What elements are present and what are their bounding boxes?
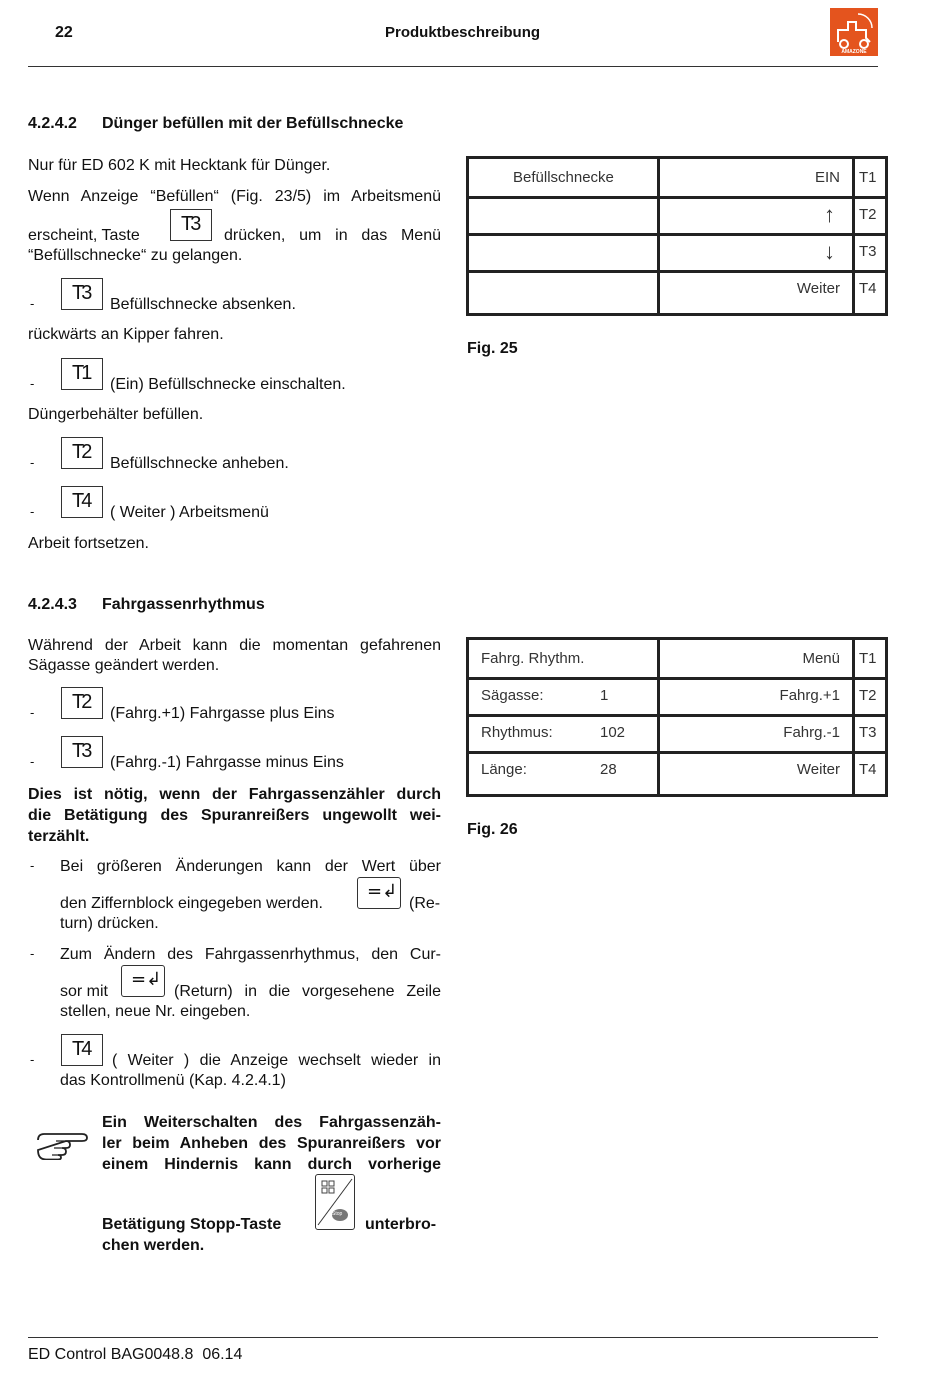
header-rule (28, 66, 878, 67)
bullet-text: Bei größeren Änderungen kann der Wert über (60, 858, 441, 875)
key-label: T2 (72, 441, 90, 463)
footer-text: ED Control BAG0048.8 06.14 (28, 1346, 243, 1363)
section-number: 4.2.4.2 (28, 115, 77, 132)
section-number: 4.2.4.3 (28, 596, 77, 613)
paragraph: rückwärts an Kipper fahren. (28, 326, 224, 343)
display-row (469, 677, 885, 717)
return-symbol: =↲ (131, 969, 162, 990)
bullet-dash: - (30, 754, 35, 769)
row-function: Weiter (796, 280, 840, 297)
paragraph: erscheint, Taste (28, 227, 140, 244)
note-text: Ein Weiterschalten des Fahrgassenzäh- (102, 1114, 441, 1131)
note-text: chen werden. (102, 1237, 205, 1254)
arrow-up-icon: ↑ (824, 202, 835, 227)
key-t2 (61, 437, 103, 469)
return-key-icon (357, 877, 401, 909)
section-heading: Dünger befüllen mit der Befüllschnecke (102, 115, 404, 132)
key-t2 (61, 687, 103, 719)
row-key: T1 (859, 169, 877, 186)
figure-caption: Fig. 26 (467, 821, 518, 838)
key-t3 (61, 736, 103, 768)
row-key: T2 (859, 206, 877, 223)
step-text: Befüllschnecke absenken. (110, 296, 296, 313)
note-text: Betätigung Stopp-Taste (102, 1216, 282, 1233)
row-function: Fahrg.+1 (779, 687, 840, 704)
key-label: T3 (72, 282, 90, 304)
paragraph: Sägasse geändert werden. (28, 657, 220, 674)
bullet-text: Zum Ändern des Fahrgassenrhythmus, den Cur- (60, 946, 441, 963)
display-row (469, 270, 885, 307)
bullet-text: ( Weiter ) die Anzeige wechselt wieder in (112, 1052, 441, 1069)
key-t4 (61, 486, 103, 518)
logo-text: AMAZONE (841, 49, 867, 55)
key-t3 (61, 278, 103, 310)
paragraph: drücken, um in das Menü (224, 227, 441, 244)
bullet-dash: - (30, 705, 35, 720)
key-label: T2 (72, 691, 90, 713)
key-t3-inline (170, 209, 212, 241)
key-t4 (61, 1034, 103, 1066)
step-text: (Ein) Befüllschnecke einschalten. (110, 376, 346, 393)
bullet-dash: - (30, 504, 35, 519)
display-row (469, 714, 885, 754)
fig26-display (466, 637, 888, 797)
key-label: T1 (72, 362, 90, 384)
row-key: T2 (859, 687, 877, 704)
paragraph: Arbeit fortsetzen. (28, 535, 149, 552)
amazone-logo (830, 8, 878, 56)
row-key: T4 (859, 280, 877, 297)
paragraph: Wenn Anzeige “Befüllen“ (Fig. 23/5) im Arbeitsmenü (28, 188, 441, 205)
footer-rule (28, 1337, 878, 1338)
bullet-dash: - (30, 296, 35, 311)
bullet-text: stellen, neue Nr. eingeben. (60, 1003, 251, 1020)
row-value: 28 (600, 761, 617, 778)
row-label: Rhythmus: (481, 724, 553, 741)
display-row (469, 196, 885, 236)
row-key: T3 (859, 724, 877, 741)
bullet-dash: - (30, 455, 35, 470)
key-label: T3 (72, 740, 90, 762)
bullet-text: den Ziffernblock eingegeben werden. (60, 895, 323, 912)
section-heading: Fahrgassenrhythmus (102, 596, 265, 613)
fig25-display (466, 156, 888, 316)
figure-caption: Fig. 25 (467, 340, 518, 357)
bullet-text: sor mit (60, 983, 108, 1000)
page-number: 22 (55, 24, 73, 41)
row-value: 1 (600, 687, 609, 704)
stop-key-label: Stop (332, 1211, 343, 1217)
row-label: Fahrg. Rhythm. (481, 650, 585, 667)
bold-notice: Dies ist nötig, wenn der Fahrgassenzähler durch (28, 786, 441, 803)
key-label: T4 (72, 1038, 90, 1060)
bold-notice: die Betätigung des Spuranreißers ungewollt wei- (28, 807, 441, 824)
note-text: einem Hindernis kann durch vorherige (102, 1156, 441, 1173)
display-row (469, 233, 885, 273)
row-key: T1 (859, 650, 877, 667)
row-label: Sägasse: (481, 687, 544, 704)
return-symbol: =↲ (367, 881, 398, 902)
row-value: 102 (600, 724, 626, 741)
step-text: Befüllschnecke anheben. (110, 455, 289, 472)
key-t1 (61, 358, 103, 390)
row-function: Weiter (796, 761, 840, 778)
bullet-dash: - (30, 858, 35, 873)
bullet-text: (Re- (409, 895, 441, 912)
paragraph: Während der Arbeit kann die momentan gefahrenen (28, 637, 441, 654)
display-row (469, 640, 885, 680)
row-function: EIN (814, 169, 840, 186)
key-label: T3 (181, 213, 199, 235)
stop-key-icon (315, 1174, 355, 1230)
bullet-dash: - (30, 946, 35, 961)
note-text: ler beim Anheben des Spuranreißers vor (102, 1135, 441, 1152)
bullet-dash: - (30, 376, 35, 391)
display-row (469, 751, 885, 788)
pointing-hand-icon (36, 1128, 90, 1165)
bullet-text: turn) drücken. (60, 915, 159, 932)
paragraph: Düngerbehälter befüllen. (28, 406, 204, 423)
paragraph: Nur für ED 602 K mit Hecktank für Dünger. (28, 157, 331, 174)
arrow-down-icon: ↓ (824, 239, 835, 264)
note-text: unterbro- (365, 1216, 437, 1233)
row-function: Menü (802, 650, 840, 667)
return-key-icon (121, 965, 165, 997)
row-label: Befüllschnecke (513, 169, 614, 186)
bullet-text: (Return) in die vorgesehene Zeile (174, 983, 441, 1000)
step-text: (Fahrg.-1) Fahrgasse minus Eins (110, 754, 344, 771)
row-key: T3 (859, 243, 877, 260)
row-label: Länge: (481, 761, 527, 778)
bullet-dash: - (30, 1052, 35, 1067)
row-function: Fahrg.-1 (783, 724, 840, 741)
bold-notice: terzählt. (28, 828, 90, 845)
step-text: (Fahrg.+1) Fahrgasse plus Eins (110, 705, 335, 722)
bullet-text: das Kontrollmenü (Kap. 4.2.4.1) (60, 1072, 286, 1089)
page-title: Produktbeschreibung (385, 24, 541, 41)
row-key: T4 (859, 761, 877, 778)
step-text: ( Weiter ) Arbeitsmenü (110, 504, 269, 521)
paragraph: “Befüllschnecke“ zu gelangen. (28, 247, 243, 264)
display-row (469, 159, 885, 199)
key-label: T4 (72, 490, 90, 512)
